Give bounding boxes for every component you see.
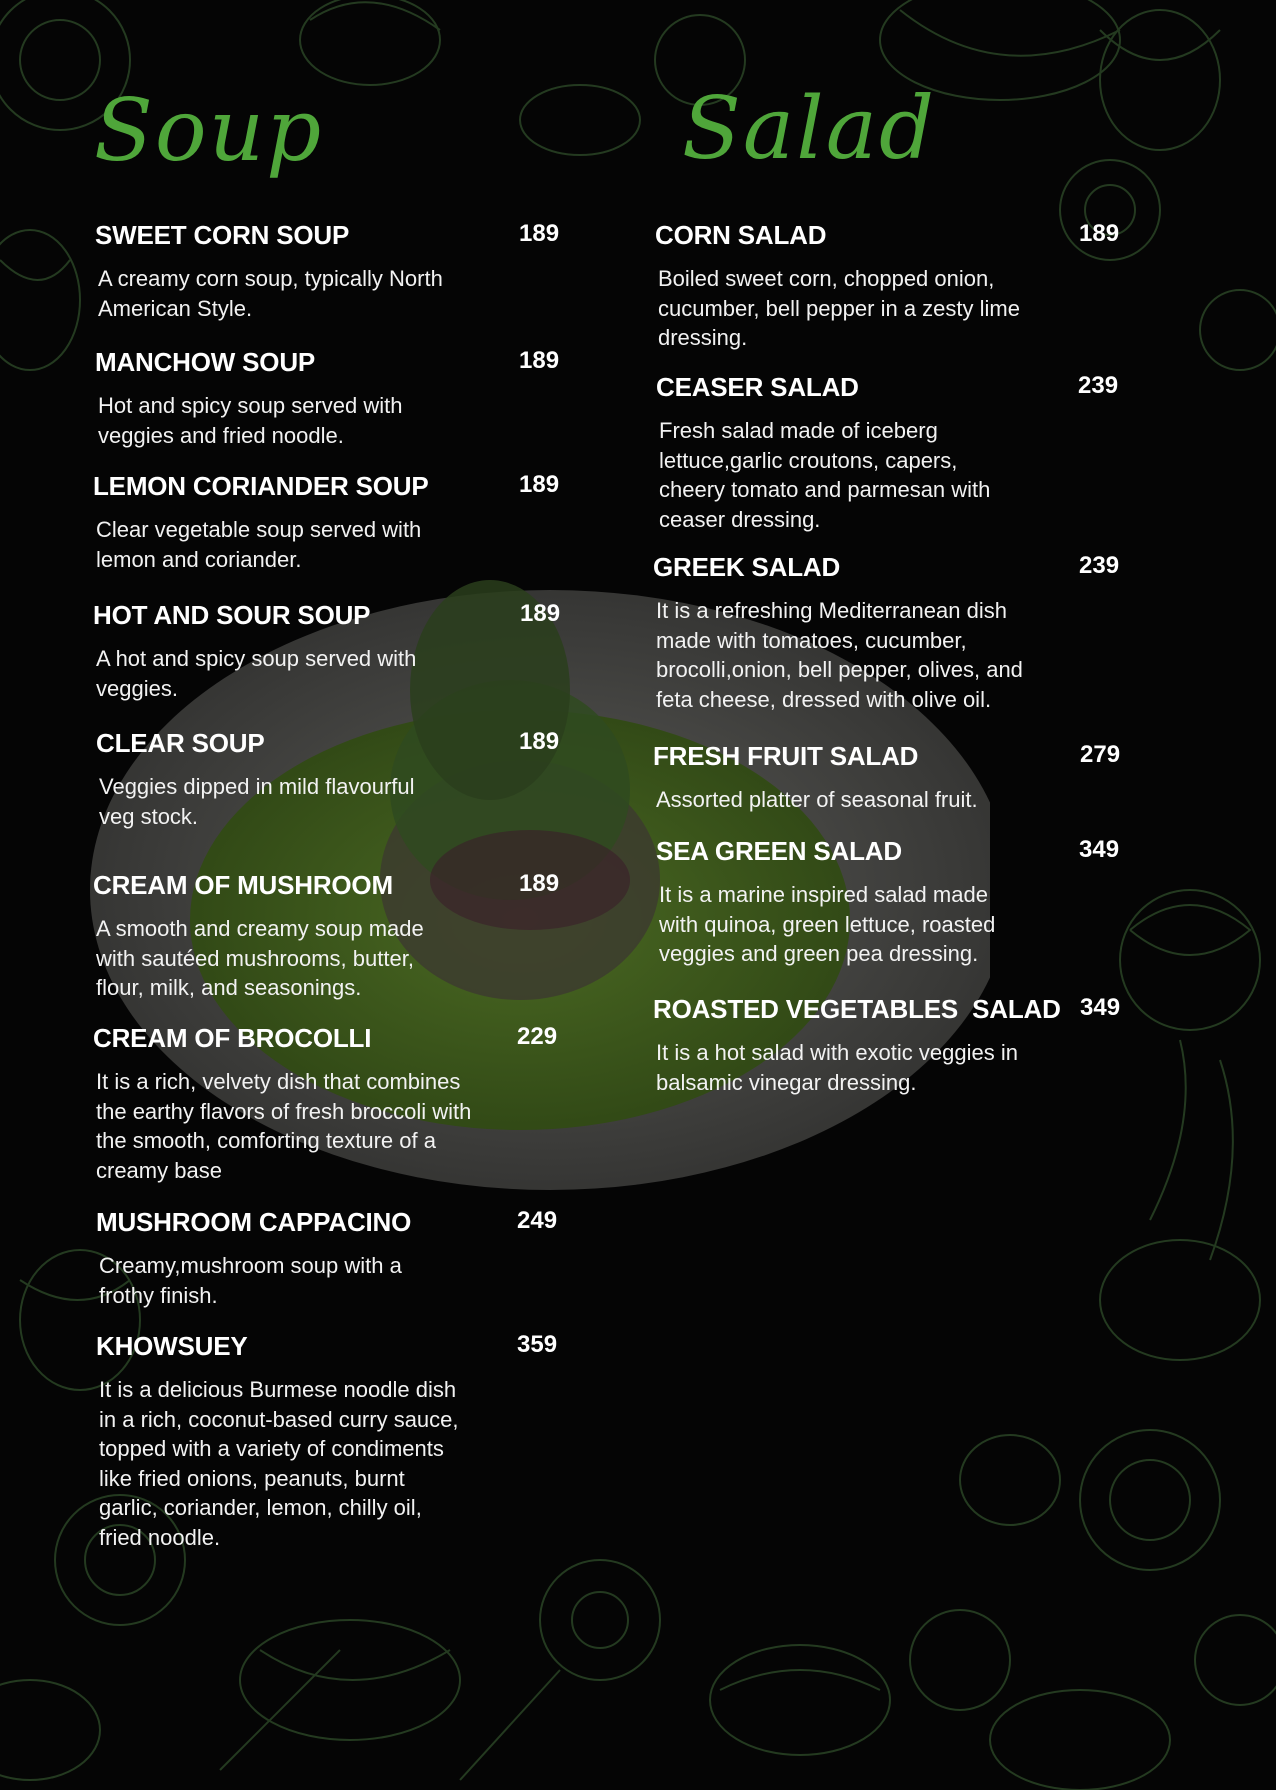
item-description: It is a marine inspired salad made with quinoa, green lettuce, roasted veggies and green pea dressing. (659, 882, 996, 966)
item-name: CREAM OF MUSHROOM (93, 870, 393, 900)
item-name: ROASTED VEGETABLES SALAD (653, 994, 1061, 1024)
item-name: LEMON CORIANDER SOUP (93, 471, 429, 501)
salad-heading: Salad (682, 79, 937, 179)
item-price: 349 (1080, 994, 1121, 1021)
item-description: A creamy corn soup, typically North American Style. (98, 266, 443, 321)
item-description: It is a delicious Burmese noodle dish in a rich, coconut-based curry sauce, topped with a variety of condiments like fried onions, peanuts, burnt garlic, coriander, lemon, chilly oil, fried noodle. (99, 1377, 459, 1550)
item-name: CORN SALAD (655, 220, 827, 250)
item-name: MUSHROOM CAPPACINO (96, 1207, 412, 1237)
item-price: 229 (517, 1023, 558, 1050)
item-name: MANCHOW SOUP (95, 347, 316, 377)
item-name: KHOWSUEY (96, 1331, 248, 1361)
item-price: 349 (1079, 836, 1120, 863)
item-price: 189 (519, 870, 560, 897)
item-description: A smooth and creamy soup made with sautéed mushrooms, butter, flour, milk, and seasonings. (96, 916, 424, 1000)
item-name: CEASER SALAD (656, 372, 859, 402)
item-description: It is a rich, velvety dish that combines the earthy flavors of fresh broccoli with the smooth, comforting texture of a creamy base (96, 1069, 472, 1183)
item-name: CLEAR SOUP (96, 728, 265, 758)
item-price: 359 (517, 1331, 558, 1358)
item-price: 189 (519, 220, 560, 247)
item-description: Assorted platter of seasonal fruit. (656, 787, 978, 812)
item-name: CREAM OF BROCOLLI (93, 1023, 372, 1053)
item-description: It is a refreshing Mediterranean dish made with tomatoes, cucumber, brocolli,onion, bell pepper, olives, and feta cheese, dressed with olive oil. (656, 598, 1023, 712)
item-price: 189 (519, 471, 560, 498)
item-price: 189 (519, 728, 560, 755)
item-price: 239 (1079, 552, 1120, 579)
item-description: Clear vegetable soup served with lemon and coriander. (96, 517, 422, 572)
item-name: FRESH FRUIT SALAD (653, 741, 919, 771)
item-description: Fresh salad made of iceberg lettuce,garlic croutons, capers, cheery tomato and parmesan with ceaser dressing. (659, 418, 991, 532)
item-price: 189 (1079, 220, 1120, 247)
item-name: SWEET CORN SOUP (95, 220, 350, 250)
item-description: It is a hot salad with exotic veggies in balsamic vinegar dressing. (656, 1040, 1018, 1095)
soup-heading: Soup (94, 81, 324, 181)
item-price: 189 (520, 600, 561, 627)
item-name: GREEK SALAD (653, 552, 841, 582)
item-name: HOT AND SOUR SOUP (93, 600, 371, 630)
item-price: 249 (517, 1207, 558, 1234)
item-description: Boiled sweet corn, chopped onion, cucumber, bell pepper in a zesty lime dressing. (658, 266, 1020, 350)
item-name: SEA GREEN SALAD (656, 836, 902, 866)
item-description: Veggies dipped in mild flavourful veg stock. (99, 774, 415, 829)
item-price: 239 (1078, 372, 1119, 399)
item-price: 189 (519, 347, 560, 374)
item-description: Hot and spicy soup served with veggies and fried noodle. (98, 393, 403, 448)
item-price: 279 (1080, 741, 1121, 768)
item-description: A hot and spicy soup served with veggies. (96, 646, 417, 701)
item-description: Creamy,mushroom soup with a frothy finish. (99, 1253, 402, 1308)
